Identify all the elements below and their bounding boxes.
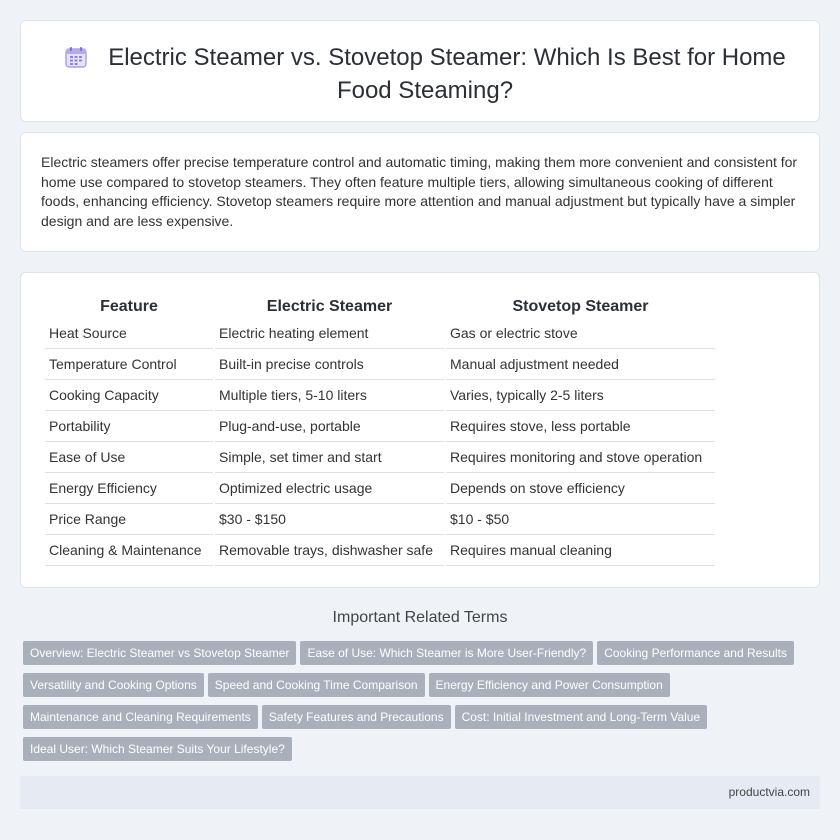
cell-stovetop: Gas or electric stove: [446, 318, 715, 349]
cell-stovetop: Requires manual cleaning: [446, 535, 715, 566]
cell-electric: Simple, set timer and start: [215, 442, 444, 473]
related-term-tag[interactable]: Overview: Electric Steamer vs Stovetop Steamer: [23, 641, 296, 665]
header-feature: Feature: [100, 297, 158, 315]
cell-electric: Electric heating element: [215, 318, 444, 349]
header-stovetop-steamer: Stovetop Steamer: [512, 297, 649, 315]
cell-electric: Multiple tiers, 5-10 liters: [215, 380, 444, 411]
related-term-tag[interactable]: Energy Efficiency and Power Consumption: [429, 673, 670, 697]
header-card: [20, 20, 820, 122]
cell-stovetop: Requires monitoring and stove operation: [446, 442, 715, 473]
related-term-tag[interactable]: Safety Features and Precautions: [262, 705, 451, 729]
comparison-card: [20, 272, 820, 588]
cell-stovetop: $10 - $50: [446, 504, 715, 535]
cell-stovetop: Varies, typically 2-5 liters: [446, 380, 715, 411]
cell-feature: Portability: [45, 411, 213, 442]
related-term-tag[interactable]: Ease of Use: Which Steamer is More User-Friendly?: [300, 641, 593, 665]
cell-stovetop: Depends on stove efficiency: [446, 473, 715, 504]
cell-stovetop: Manual adjustment needed: [446, 349, 715, 380]
related-term-tag[interactable]: Versatility and Cooking Options: [23, 673, 204, 697]
cell-electric: Built-in precise controls: [215, 349, 444, 380]
table-row: [45, 473, 715, 504]
table-row: [45, 442, 715, 473]
calendar-icon: [64, 45, 88, 76]
cell-feature: Heat Source: [45, 318, 213, 349]
table-row: [45, 318, 715, 349]
table-row: [45, 535, 715, 566]
table-header-row: [45, 295, 715, 318]
related-term-tag[interactable]: Cost: Initial Investment and Long-Term Value: [455, 705, 708, 729]
cell-electric: Optimized electric usage: [215, 473, 444, 504]
related-terms-list: [23, 641, 803, 769]
page-title: [61, 43, 789, 105]
page-title-text: Electric Steamer vs. Stovetop Steamer: Which Is Best for Home Food Steaming?: [108, 44, 786, 104]
cell-feature: Cooking Capacity: [45, 380, 213, 411]
footer-site[interactable]: productvia.com: [728, 785, 810, 799]
intro-card: [20, 132, 820, 252]
related-term-tag[interactable]: Speed and Cooking Time Comparison: [208, 673, 425, 697]
cell-electric: $30 - $150: [215, 504, 444, 535]
cell-feature: Cleaning & Maintenance: [45, 535, 213, 566]
related-term-tag[interactable]: Ideal User: Which Steamer Suits Your Lifestyle?: [23, 737, 292, 761]
cell-electric: Removable trays, dishwasher safe: [215, 535, 444, 566]
cell-feature: Energy Efficiency: [45, 473, 213, 504]
footer: [20, 776, 820, 809]
comparison-table: [43, 295, 717, 566]
cell-stovetop: Requires stove, less portable: [446, 411, 715, 442]
table-row: [45, 411, 715, 442]
cell-feature: Price Range: [45, 504, 213, 535]
related-term-tag[interactable]: Maintenance and Cleaning Requirements: [23, 705, 258, 729]
related-term-tag[interactable]: Cooking Performance and Results: [597, 641, 794, 665]
related-terms-title: Important Related Terms: [332, 609, 508, 626]
cell-feature: Ease of Use: [45, 442, 213, 473]
table-row: [45, 380, 715, 411]
header-electric-steamer: Electric Steamer: [266, 297, 393, 315]
table-row: [45, 349, 715, 380]
table-row: [45, 504, 715, 535]
cell-electric: Plug-and-use, portable: [215, 411, 444, 442]
cell-feature: Temperature Control: [45, 349, 213, 380]
intro-paragraph: Electric steamers offer precise temperature control and automatic timing, making them more convenient and consistent for home use compared to stovetop steamers. They often feature multiple tiers, allowing simultaneous cooking of different foods, enhancing efficiency. Stovetop steamers require more attention and manual adjustment but typically have a simpler design and are less expensive.: [41, 154, 798, 229]
